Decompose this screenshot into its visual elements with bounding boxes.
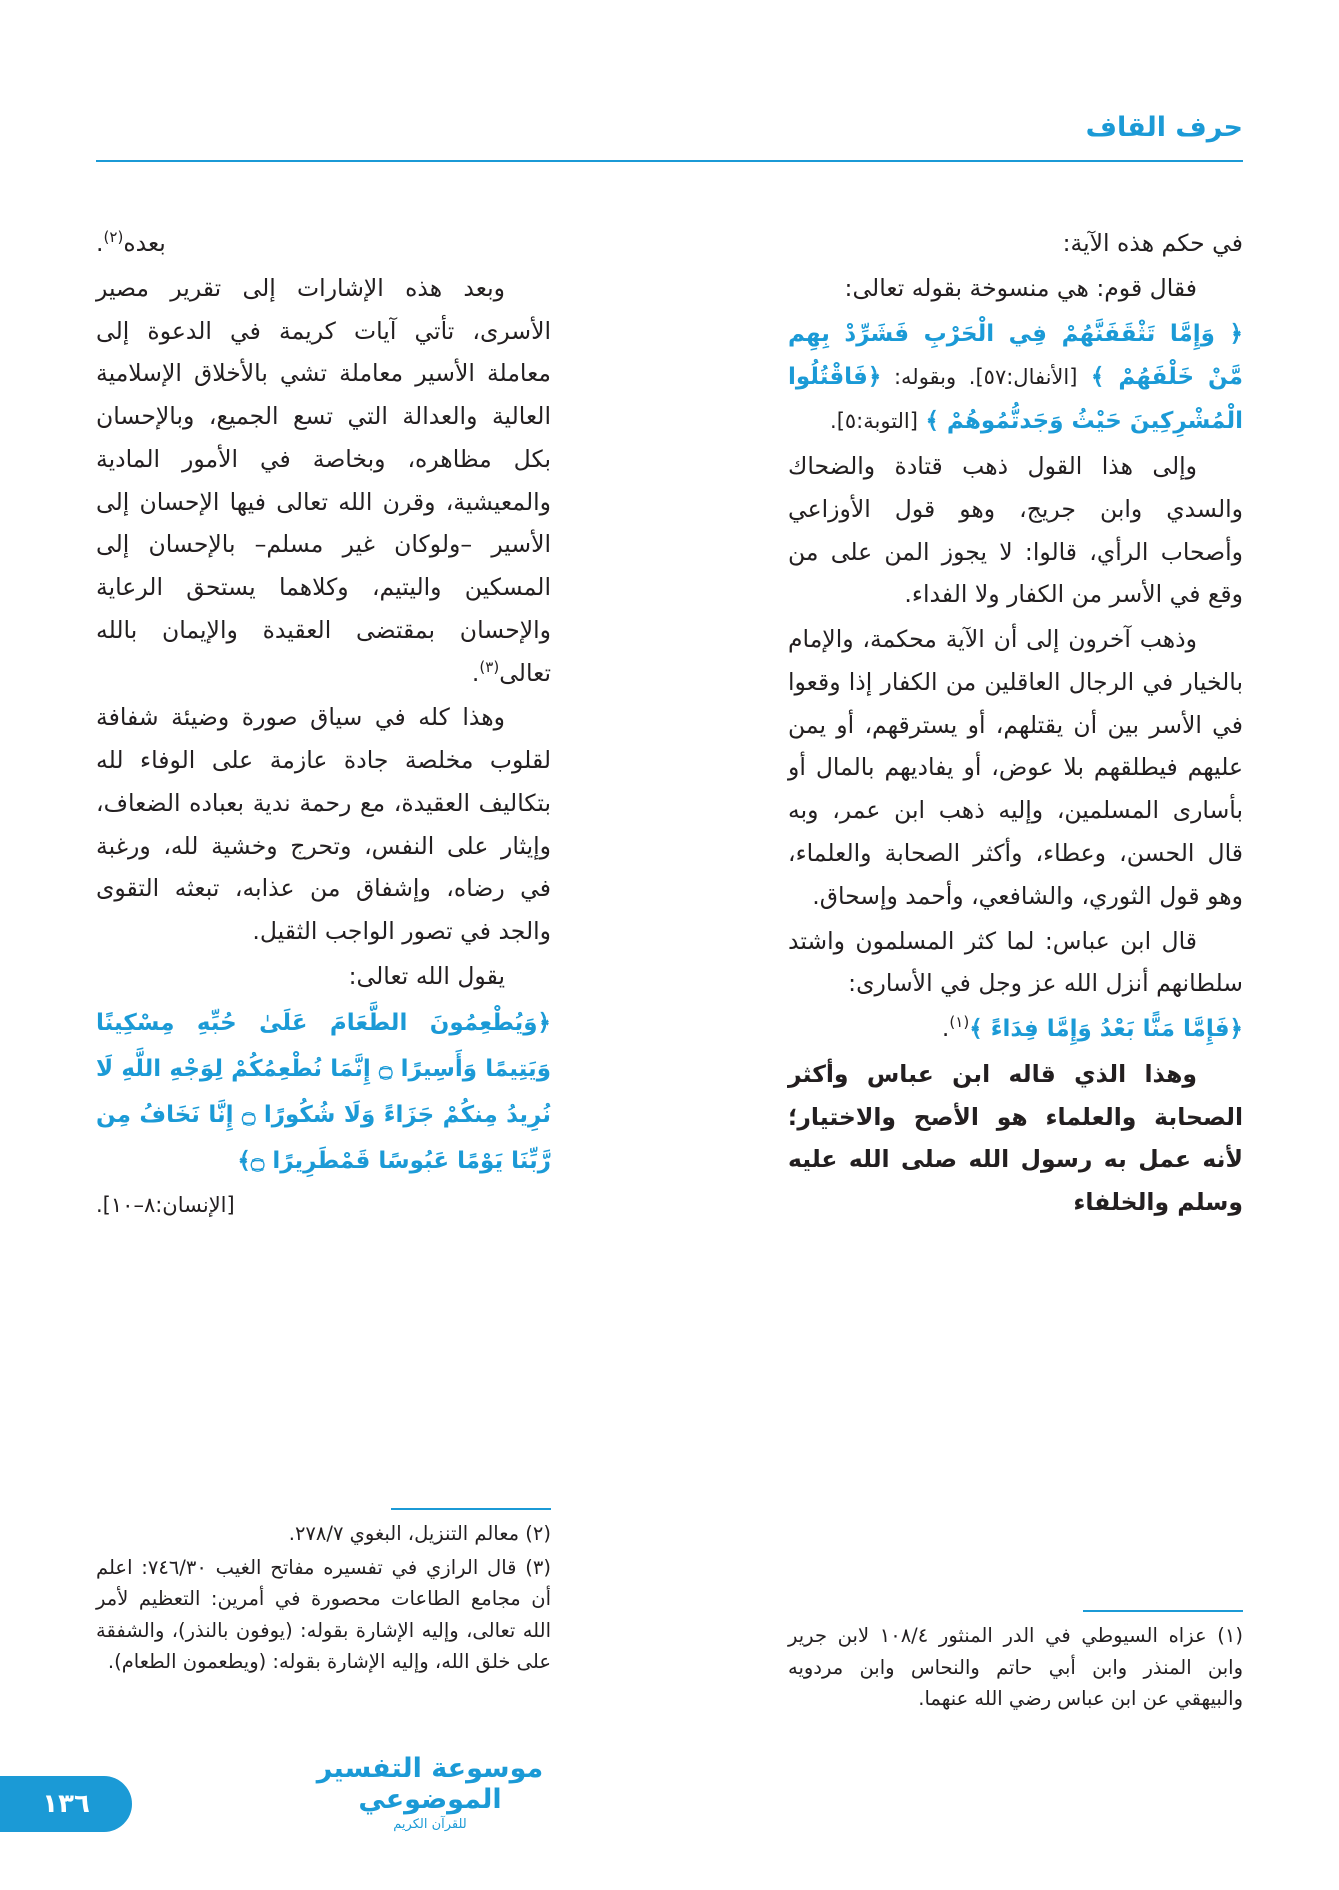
header-divider [96, 160, 1243, 162]
paragraph-r3-quran [788, 312, 1243, 444]
footnote-number: (٢) [525, 1522, 551, 1545]
footnote-text: قال الرازي في تفسيره مفاتح الغيب ٧٤٦/٣٠: اعلم أن مجامع الطاعات محصورة في أمرين: التعظيم لأمر الله تعالى، وإليه الإشارة بقوله: (يوفون بالنذر)، والشفقة على خلق الله، وإليه الإشارة بقوله: (ويطعمون الطعام). [96, 1555, 551, 1674]
paragraph-r4: وإلى هذا القول ذهب قتادة والضحاك والسدي وابن جريج، وهو قول الأوزاعي وأصحاب الرأي، قالوا: لا يجوز المن على من وقع في الأسر من الكفار ولا الفداء. [788, 452, 1243, 609]
footnote-text: معالم التنزيل، البغوي ٢٧٨/٧. [288, 1522, 520, 1545]
page-header [96, 112, 1243, 172]
paragraph-r6: قال ابن عباس: لما كثر المسلمون واشتد سلطانهم أنزل الله عز وجل في الأسارى: [788, 926, 1243, 998]
right-text-column [788, 222, 1243, 1226]
paragraph-l4: يقول الله تعالى: [348, 962, 505, 991]
paragraph-r7-tail: . [941, 1014, 950, 1043]
publisher-logo [300, 1753, 560, 1832]
paragraph-r5: وذهب آخرون إلى أن الآية محكمة، والإمام بالخيار في الرجال العاقلين من الكفار إذا وقعوا في الأسر بين أن يقتلهم، أو يسترقهم، أو يمن عليهم فيطلقهم بلا عوض، أو يفاديهم بالمال أو بأسارى المسلمين، وإليه ذهب ابن عمر، وبه قال الحسن، وعطاء، وأكثر الصحابة والعلماء، وهو قول الثوري، والشافعي، وأحمد وإسحاق. [788, 625, 1243, 910]
left-footnotes-area [96, 1498, 551, 1680]
footnote-number: (٣) [525, 1555, 551, 1579]
footnote-marker-3: (٣) [479, 657, 500, 676]
logo-main-text: موسوعة التفسير الموضوعي [316, 1753, 544, 1815]
footnote-number: (١) [1217, 1624, 1243, 1647]
footnote-divider-left [391, 1508, 551, 1510]
footnote-item [788, 1620, 1243, 1715]
ayah-anfal-57: ﴿ وَإِمَّا تَثْقَفَنَّهُمْ فِي الْحَرْبِ فَشَرِّدْ بِهِم مَّنْ خَلْفَهُمْ ﴾ [788, 320, 1243, 391]
page-number-tab [0, 1776, 132, 1832]
logo-sub-text: للقرآن الكريم [393, 1817, 467, 1832]
left-text-column [96, 222, 551, 1226]
paragraph-l3: وهذا كله في سياق صورة وضيئة شفافة لقلوب مخلصة جادة عازمة على الوفاء لله بتكاليف العقيدة، مع رحمة ندية بعباده الضعاف، وإيثار على النفس، وتحرج وخشية لله، ورغبة في رضاه، وإشفاق من عذابه، تبعثه التقوى والجد في تصور الواجب الثقيل. [96, 703, 551, 946]
left-footnotes [96, 1518, 551, 1678]
paragraph-r8: وهذا الذي قاله ابن عباس وأكثر الصحابة والعلماء هو الأصح والاختيار؛ لأنه عمل به رسول الله صلى الله عليه وسلم والخلفاء [788, 1059, 1243, 1217]
paragraph-l1 [96, 222, 551, 265]
footnote-marker-1: (١) [949, 1013, 970, 1032]
header-title: حرف القاف [1085, 112, 1243, 143]
quran-block-insan: ﴿وَيُطْعِمُونَ الطَّعَامَ عَلَىٰ حُبِّهِ مِسْكِينًا وَيَتِيمًا وَأَسِيرًا ۝ إِنَّمَا نُطْعِمُكُمْ لِوَجْهِ اللَّهِ لَا نُرِيدُ مِنكُمْ جَزَاءً وَلَا شُكُورًا ۝ إِنَّا نَخَافُ مِن رَّبِّنَا يَوْمًا عَبُوسًا قَمْطَرِيرًا ۝﴾ [96, 1009, 552, 1174]
ayah-ref-anfal: [الأنفال:٥٧]. وبقوله: [881, 365, 1078, 390]
right-footnotes [788, 1620, 1243, 1715]
footnote-item [96, 1518, 551, 1550]
paragraph-l2-tail: . [471, 658, 480, 687]
ayah-ref-tawbah: [التوبة:٥]. [830, 409, 918, 434]
footnote-item [96, 1552, 551, 1678]
footnote-divider-right [1083, 1610, 1243, 1612]
paragraph-r7-quran [788, 1007, 1243, 1051]
footnote-marker-2: (٢) [103, 228, 124, 247]
quran-ref-insan: [الإنسان:٨–١٠]. [96, 1192, 235, 1217]
paragraph-l1-text: بعده [123, 229, 166, 257]
paragraph-l2-text: وبعد هذه الإشارات إلى تقرير مصير الأسرى، تأتي آيات كريمة في الدعوة إلى معاملة الأسير معاملة تشي بالأخلاق الإسلامية العالية والعدالة التي تسع الجميع، وبالإحسان بكل مظاهره، وبخاصة في الأمور المادية والمعيشية، وقرن الله تعالى فيها الإحسان إلى الأسير –ولوكان غير مسلم– بالإحسان إلى المسكين واليتيم، وكلاهما يستحق الرعاية والإحسان بمقتضى العقيدة والإيمان بالله تعالى [96, 273, 551, 687]
paragraph-l1-tail: . [96, 229, 104, 257]
footnote-text: عزاه السيوطي في الدر المنثور ١٠٨/٤ لابن جرير وابن المنذر وابن أبي حاتم والنحاس وابن مردويه والبيهقي عن ابن عباس رضي الله عنهما. [788, 1624, 1243, 1711]
paragraph-r2: فقال قوم: هي منسوخة بقوله تعالى: [844, 273, 1197, 302]
right-footnotes-area [788, 1600, 1243, 1717]
ayah-tawbah-5: ﴿فَاقْتُلُوا الْمُشْرِكِينَ حَيْثُ وَجَدتُّمُوهُمْ ﴾ [788, 364, 1243, 435]
ayah-muhammad-4: ﴿فَإِمَّا مَنًّا بَعْدُ وَإِمَّا فِدَاءً ﴾ [969, 1016, 1243, 1043]
paragraph-l2 [96, 267, 551, 695]
paragraph-r1: في حكم هذه الآية: [1062, 229, 1243, 257]
page-number: ١٣٦ [42, 1789, 90, 1819]
